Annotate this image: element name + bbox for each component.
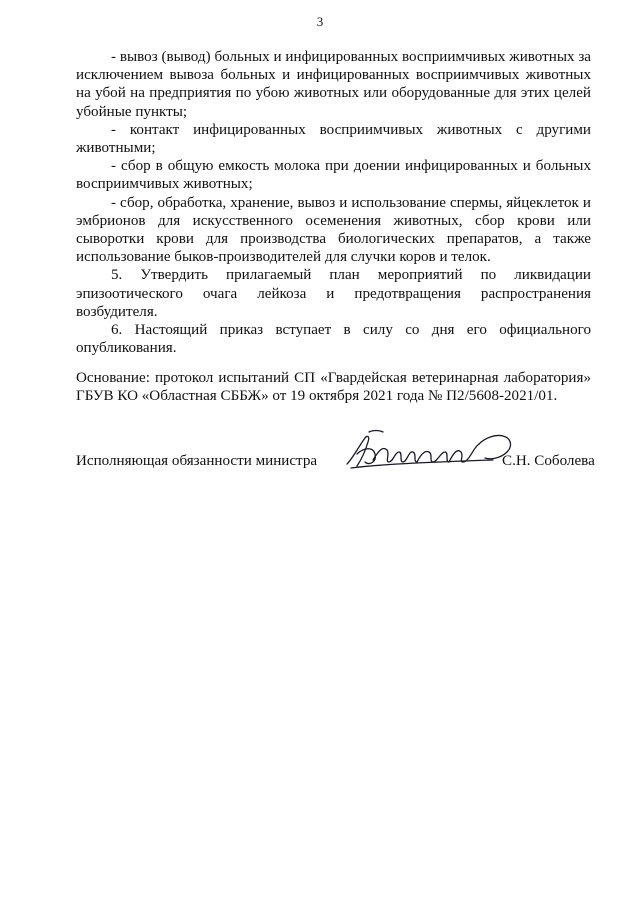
paragraph-item-5-approve-plan: 5. Утвердить прилагаемый план мероприятий по ликвидации эпизоотического очага лейкоза и предотвращения распространения возбудителя.	[76, 267, 591, 320]
paragraph-removal-of-animals: - вывоз (вывод) больных и инфицированных восприимчивых животных за исключением вывоза больных и инфицированных восприимчивых животных на убой на предприятия по убою животных или оборудованные для этих целей убойные пункты;	[76, 49, 591, 120]
signer-name: С.Н. Соболева	[502, 453, 595, 469]
paragraph-sperm-and-blood: - сбор, обработка, хранение, вывоз и использование спермы, яйцеклеток и эмбрионов для искусственного осеменения животных, сбор крови или сыворотки крови для производства биологических препаратов, а также использование быков-производителей для случки коров и телок.	[76, 194, 591, 266]
basis-reference: Основание: протокол испытаний СП «Гвардейская ветеринарная лаборатория» ГБУВ КО «Областная СББЖ» от 19 октября 2021 года № П2/5608-2021/01.	[76, 370, 591, 405]
paragraph-milk-collection: - сбор в общую емкость молока при доении инфицированных и больных восприимчивых животных;	[76, 158, 591, 193]
page-number: 3	[316, 14, 324, 29]
signature-block	[76, 452, 596, 472]
signer-position: Исполняющая обязанности министра	[76, 453, 318, 469]
order-body-text	[76, 48, 591, 357]
paragraph-animal-contact: - контакт инфицированных восприимчивых животных с другими животными;	[76, 121, 591, 157]
paragraph-item-6-effective-date: 6. Настоящий приказ вступает в силу со дня его официального опубликования.	[76, 322, 591, 357]
handwritten-signature	[343, 424, 518, 476]
